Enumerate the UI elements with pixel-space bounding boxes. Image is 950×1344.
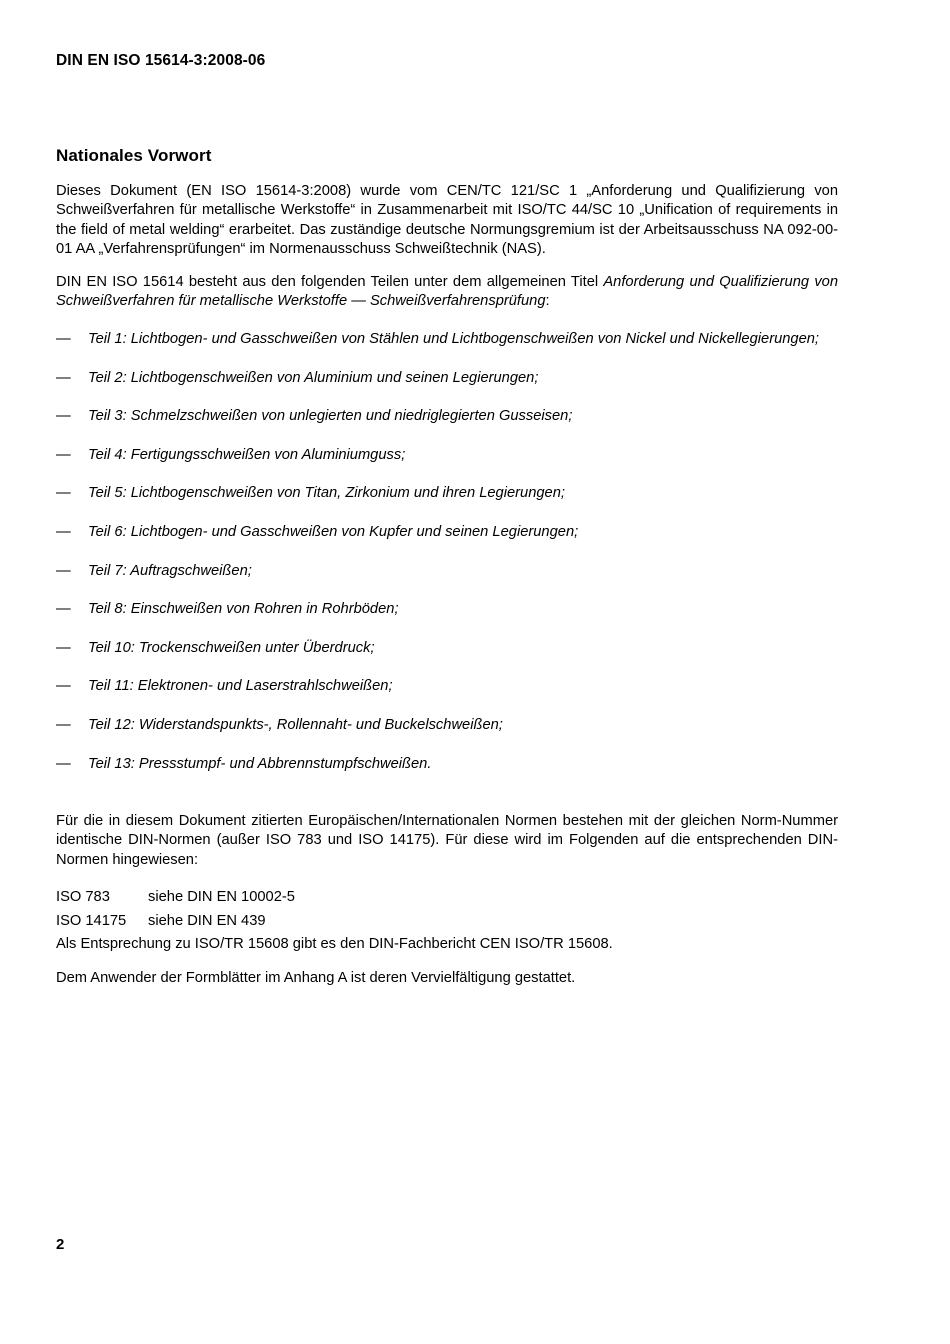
list-item xyxy=(56,716,838,735)
list-item xyxy=(56,600,838,619)
page-number: 2 xyxy=(56,1236,65,1253)
list-item-label: Teil 13: Pressstumpf- und Abbrennstumpfschweißen. xyxy=(88,755,432,772)
em-dash-icon: — xyxy=(56,562,71,579)
list-item-label: Teil 5: Lichtbogenschweißen von Titan, Zirkonium und ihren Legierungen; xyxy=(88,485,565,502)
list-item-label: Teil 7: Auftragschweißen; xyxy=(88,562,252,579)
list-item-label: Teil 11: Elektronen- und Laserstrahlschweißen; xyxy=(88,678,393,695)
paragraph-citation-block xyxy=(56,812,838,870)
list-item xyxy=(56,523,838,542)
standard-parts-list xyxy=(56,330,838,793)
reference-equivalent: siehe DIN EN 10002-5 xyxy=(148,889,295,905)
em-dash-icon: — xyxy=(56,369,71,386)
reference-standard: ISO 14175 xyxy=(56,912,127,929)
list-item-label: Teil 1: Lichtbogen- und Gasschweißen von Stählen und Lichtbogenschweißen von Nickel und Nickellegierungen; xyxy=(88,331,820,347)
running-header: DIN EN ISO 15614-3:2008-06 xyxy=(56,52,266,69)
page-title: Nationales Vorwort xyxy=(56,146,212,166)
list-item xyxy=(56,755,838,774)
em-dash-icon: — xyxy=(56,678,71,695)
list-item xyxy=(56,484,838,503)
reference-equivalent: siehe DIN EN 439 xyxy=(148,912,266,929)
list-item-label: Teil 12: Widerstandspunkts-, Rollennaht- und Buckelschweißen; xyxy=(88,716,503,733)
paragraph-copy-permission: Dem Anwender der Formblätter im Anhang A ist deren Vervielfältigung gestattet. xyxy=(56,970,576,986)
list-item-label: Teil 2: Lichtbogenschweißen von Aluminium und seinen Legierungen; xyxy=(88,369,539,386)
em-dash-icon: — xyxy=(56,716,71,733)
paragraph-citation-note: Für die in diesem Dokument zitierten Europäischen/Internationalen Normen bestehen mit der gleichen Norm-Nummer identische DIN-Normen (außer ISO 783 und ISO 14175). Für diese wird im Folgenden auf die entsprechenden DIN-Normen hingewiesen: xyxy=(56,813,838,868)
list-item xyxy=(56,639,838,658)
em-dash-icon: — xyxy=(56,639,71,656)
list-item-label: Teil 6: Lichtbogen- und Gasschweißen von Kupfer und seinen Legierungen; xyxy=(88,523,579,540)
em-dash-icon: — xyxy=(56,408,71,425)
list-item xyxy=(56,369,838,388)
reference-standard: ISO 783 xyxy=(56,889,110,905)
list-item xyxy=(56,677,838,696)
list-item-label: Teil 8: Einschweißen von Rohren in Rohrböden; xyxy=(88,601,399,618)
em-dash-icon: — xyxy=(56,331,71,347)
table-row xyxy=(56,910,838,934)
list-item xyxy=(56,562,838,581)
paragraph-series-intro xyxy=(56,273,838,312)
list-item-label: Teil 4: Fertigungsschweißen von Aluminiumguss; xyxy=(88,446,406,463)
list-item-label: Teil 3: Schmelzschweißen von unlegierten und niedriglegierten Gusseisen; xyxy=(88,408,573,425)
paragraph-copy-permission-block xyxy=(56,969,838,988)
series-common-title: Anforderung und Qualifizierung von Schweißverfahren für metallische Werkstoffe — Schweißverfahrensprüfung xyxy=(56,274,838,310)
paragraph-origin: Dieses Dokument (EN ISO 15614-3:2008) wurde vom CEN/TC 121/SC 1 „Anforderung und Qualifizierung von Schweißverfahren für metallische Werkstoffe“ in Zusammenarbeit mit ISO/TC 44/SC 10 „Unification of requirements in the field of metal welding“ erarbeitet. Das zuständige deutsche Normungsgremium ist der Arbeitsausschuss NA 092-00-01 AA „Verfahrensprüfungen“ im Normenausschuss Schweißtechnik (NAS). xyxy=(56,183,838,257)
table-row xyxy=(56,886,838,910)
paragraph-series-intro-block xyxy=(56,273,838,312)
series-intro-tail: : xyxy=(545,293,550,310)
paragraph-origin-block xyxy=(56,182,838,259)
list-item xyxy=(56,407,838,426)
em-dash-icon: — xyxy=(56,523,71,540)
series-intro-lead: DIN EN ISO 15614 besteht aus den folgenden Teilen unter dem allgemeinen Titel xyxy=(56,274,604,290)
reference-note: Als Entsprechung zu ISO/TR 15608 gibt es den DIN-Fachbericht CEN ISO/TR 15608. xyxy=(56,936,613,952)
list-item xyxy=(56,330,838,349)
em-dash-icon: — xyxy=(56,755,71,772)
list-item xyxy=(56,446,838,465)
em-dash-icon: — xyxy=(56,601,71,618)
em-dash-icon: — xyxy=(56,446,71,463)
list-item-label: Teil 10: Trockenschweißen unter Überdruck; xyxy=(88,639,375,656)
reference-table xyxy=(56,886,838,957)
em-dash-icon: — xyxy=(56,485,71,502)
